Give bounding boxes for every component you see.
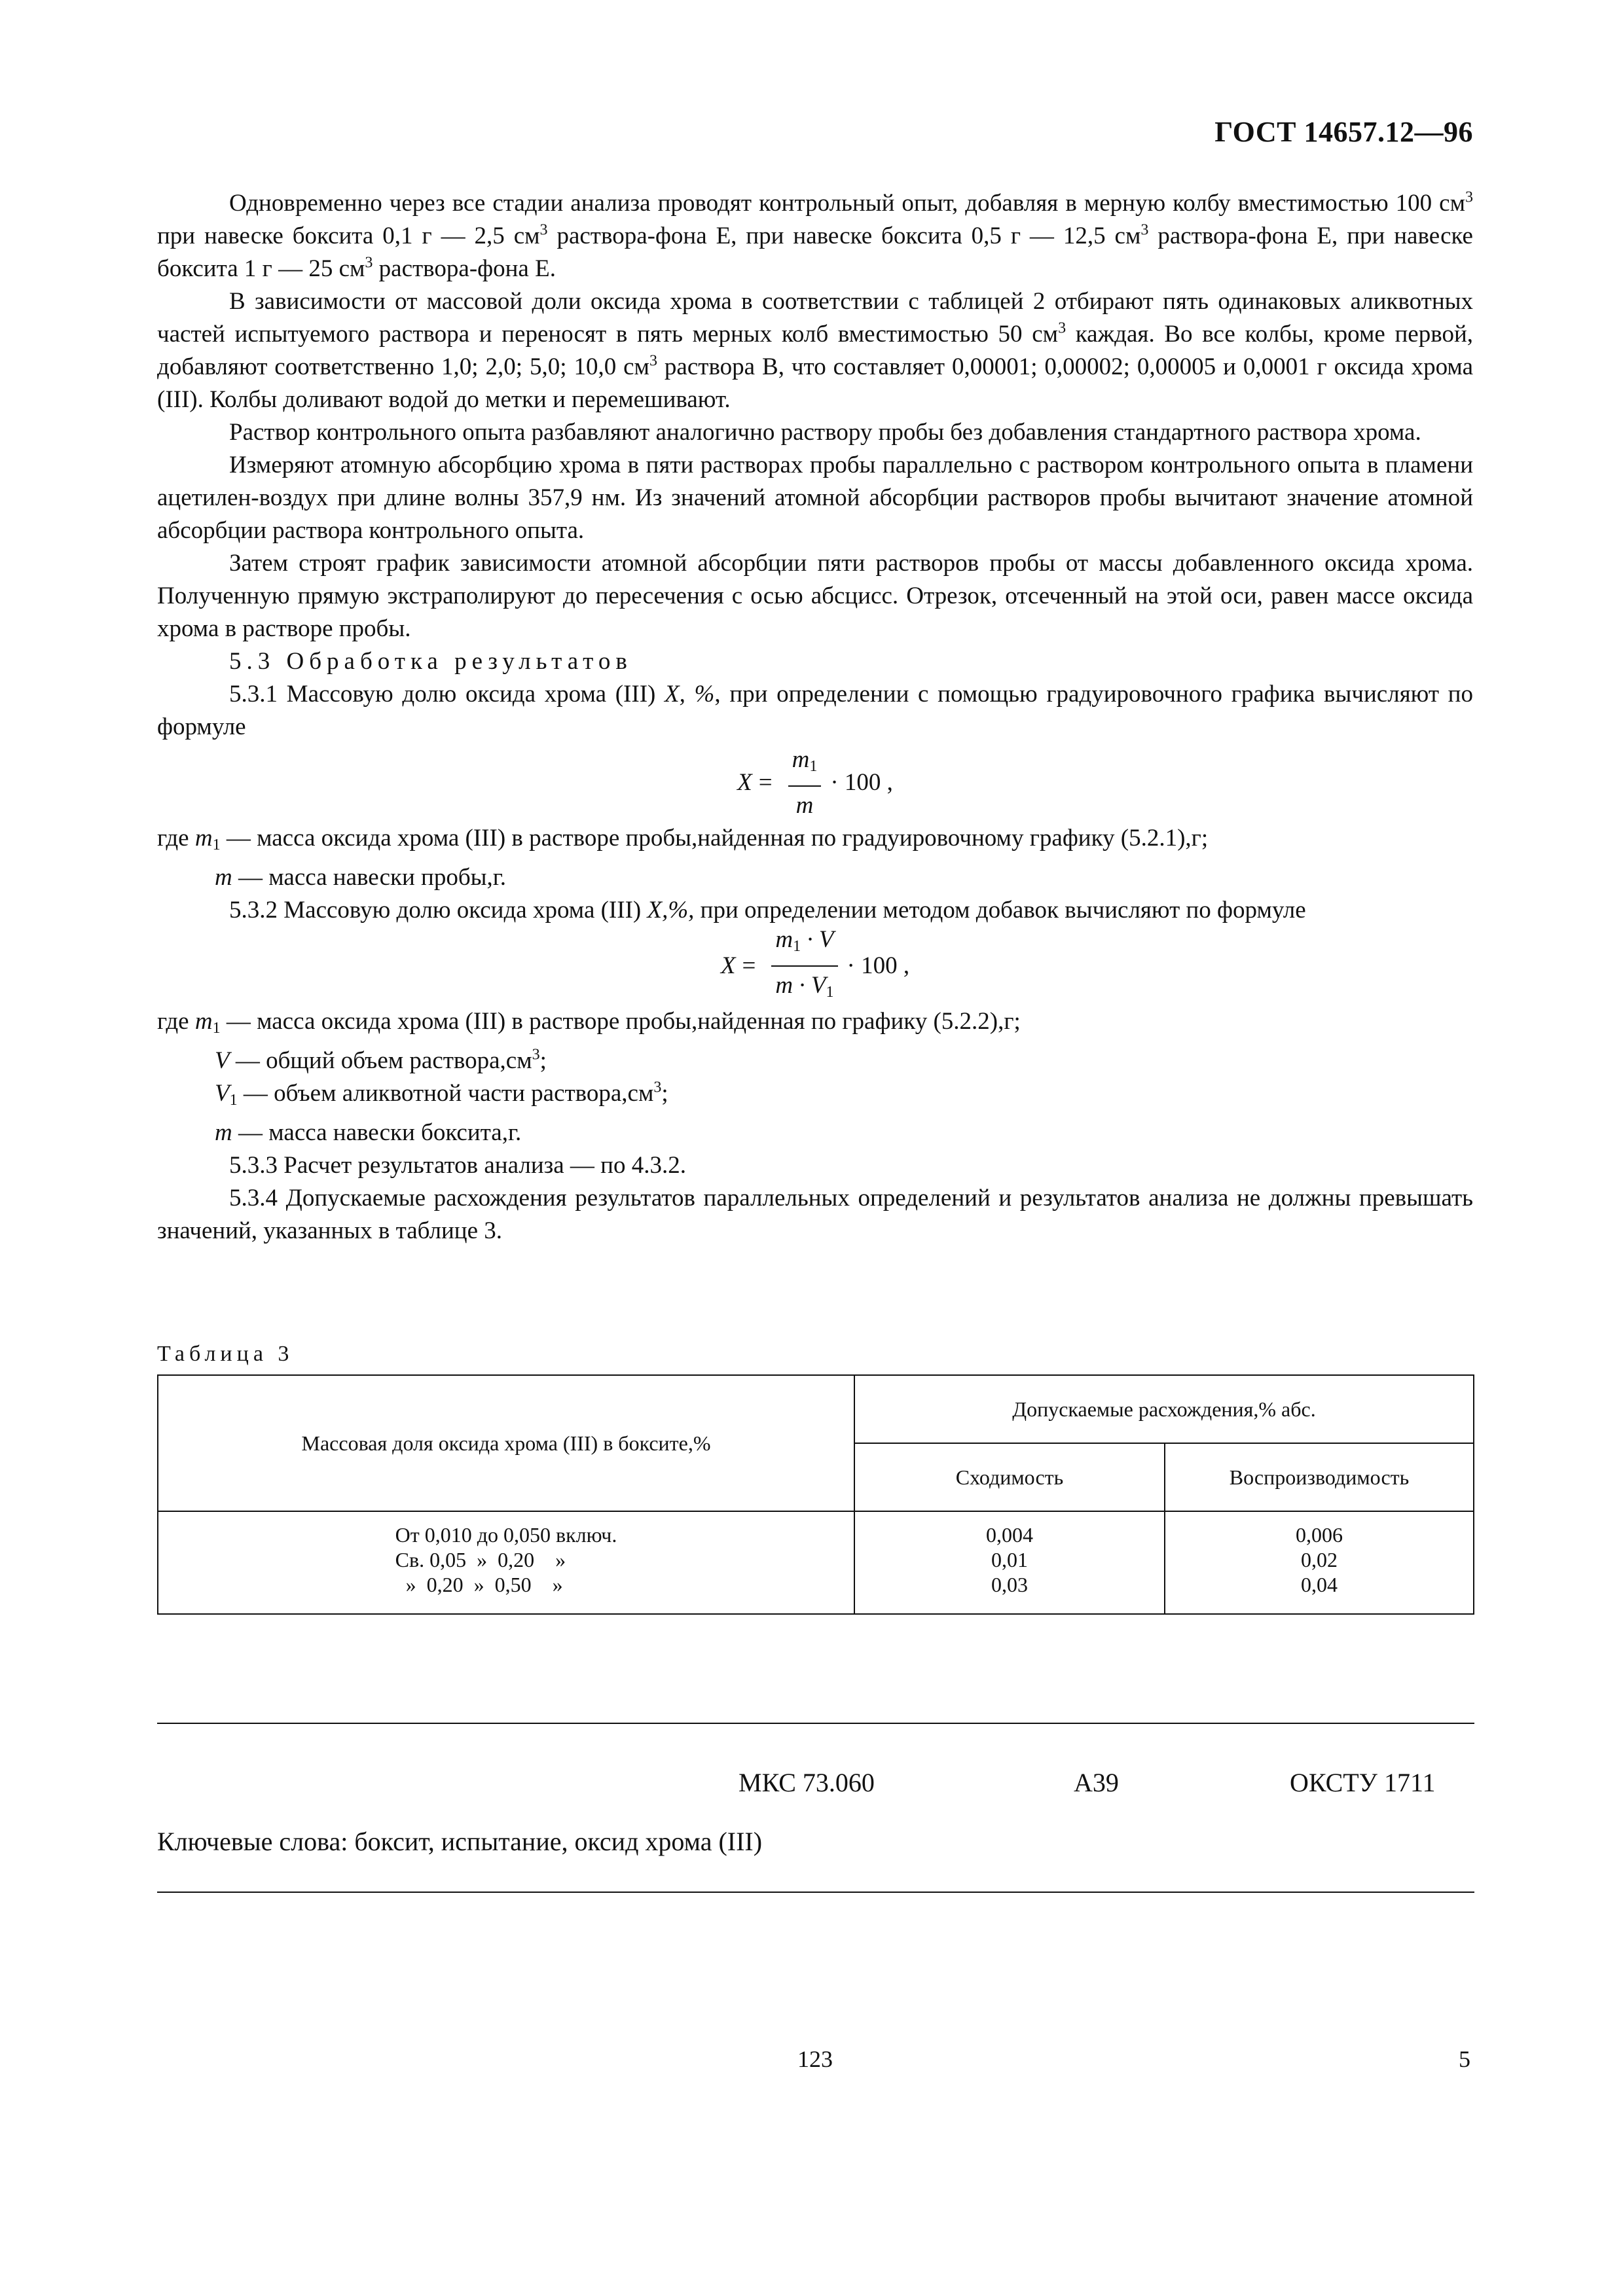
- formula-additions: X = $\frac{m1 \cdot V}{m \cdot V1}$ · 100 ,: [157, 927, 1473, 1005]
- page-number-right: 5: [1459, 2046, 1470, 2072]
- column-header-reproducibility: Воспроизводимость: [1165, 1443, 1474, 1511]
- keywords: Ключевые слова: боксит, испытание, оксид хрома (III): [157, 1827, 763, 1856]
- variable-definitions-1: где m1 — масса оксида хрома (III) в растворе пробы,найденная по градуировочному графику (5.2.1),г; m — масса навески пробы,г.: [157, 825, 1209, 891]
- paragraph-measurement: Измеряют атомную абсорбцию хрома в пяти растворах пробы параллельно с раствором контрольного опыта в пламени ацетилен-воздух при длине волны 357,9 нм. Из значений атомной абсорбции растворов пробы вычитают значение атомной абсорбции раствора контрольного опыта.: [157, 452, 1473, 544]
- formula-calibration: X = $\frac{m1}{m}$ · 100 ,: [157, 744, 1473, 822]
- classification-code: А39: [1074, 1768, 1119, 1797]
- paragraph-5-3-3: 5.3.3 Расчет результатов анализа — по 4.3.2.: [229, 1152, 686, 1179]
- table-row: [158, 1511, 1474, 1614]
- paragraph-control-experiment: Одновременно через все стадии анализа проводят контрольный опыт, добавляя в мерную колбу вместимостью 100 $см^3$ при навеске боксита 0,1 г — 2,5 $см^3$ раствора-фона Е, при навеске боксита 0,5 г — 12,5 $см^3$ раствора-фона Е, при навеске боксита 1 г — 25 $см^3$ раствора-фона Е.: [157, 188, 1473, 282]
- section-heading-5-3: 5.3 Обработка результатов: [229, 648, 632, 675]
- formula-fraction: $\frac{m1}{m}$: [788, 744, 822, 822]
- cell-mass-fraction: От 0,010 до 0,050 включ. Св. 0,05 » 0,20 » » 0,20 » 0,50 »: [158, 1511, 854, 1614]
- page-number-center: 123: [797, 2046, 833, 2072]
- paragraph-aliquots: В зависимости от массовой доли оксида хрома в соответствии с таблицей 2 отбирают пять одинаковых аликвотных частей испытуемого раствора и переносят в пять мерных колб вместимостью 50 $см^3$ каждая. Во все колбы, кроме первой, добавляют соответственно 1,0; 2,0; 5,0; 10,0 $см^3$ раствора В, что составляет 0,00001; 0,00002; 0,00005 и 0,0001 г оксида хрома (III). Колбы доливают водой до метки и перемешивают.: [157, 288, 1473, 413]
- mks-code: МКС 73.060: [739, 1768, 875, 1797]
- paragraph-5-3-4: 5.3.4 Допускаемые расхождения результатов параллельных определений и результатов анализа не должны превышать значений, указанных в таблице 3.: [157, 1185, 1473, 1244]
- divider-bottom: [157, 1892, 1474, 1893]
- body-text: [157, 187, 1473, 1247]
- variable-definitions-2: где m1 — масса оксида хрома (III) в растворе пробы,найденная по графику (5.2.2),г; V — общий объем $раствора,см^3$; V1 — объем аликвотной части $раствора,см^3$; m — масса навески боксита,г.: [157, 1008, 1021, 1146]
- paragraph-5-3-2: 5.3.2 Массовую долю оксида хрома (III) X,%, при определении методом добавок вычисляют по формуле: [229, 897, 1306, 924]
- cell-convergence: 0,004 0,01 0,03: [854, 1511, 1165, 1614]
- paragraph-graph: Затем строят график зависимости атомной абсорбции пяти растворов пробы от массы добавленного оксида хрома. Полученную прямую экстраполируют до пересечения с осью абсцисс. Отрезок, отсеченный на этой оси, равен массе оксида хрома в растворе пробы.: [157, 550, 1473, 642]
- document-code: ГОСТ 14657.12—96: [1214, 116, 1473, 148]
- column-header-convergence: Сходимость: [854, 1443, 1165, 1511]
- cell-reproducibility: 0,006 0,02 0,04: [1165, 1511, 1474, 1614]
- paragraph-5-3-1: 5.3.1 Массовую долю оксида хрома (III) X, %, при определении с помощью градуировочного графика вычисляют по формуле: [157, 681, 1473, 740]
- formula-fraction: $\frac{m1 \cdot V}{m \cdot V1}$: [771, 924, 837, 1009]
- table-header-row: [158, 1375, 1474, 1443]
- paragraph-dilution: Раствор контрольного опыта разбавляют аналогично раствору пробы без добавления стандартного раствора хрома.: [229, 419, 1421, 446]
- column-header-mass-fraction: Массовая доля оксида хрома (III) в боксите,%: [158, 1375, 854, 1511]
- divider-top: [157, 1723, 1474, 1724]
- tolerance-table: [157, 1374, 1474, 1615]
- table-caption: Таблица 3: [157, 1342, 294, 1366]
- column-group-header: Допускаемые расхождения,% абс.: [854, 1375, 1474, 1443]
- okstu-code: ОКСТУ 1711: [1290, 1768, 1436, 1797]
